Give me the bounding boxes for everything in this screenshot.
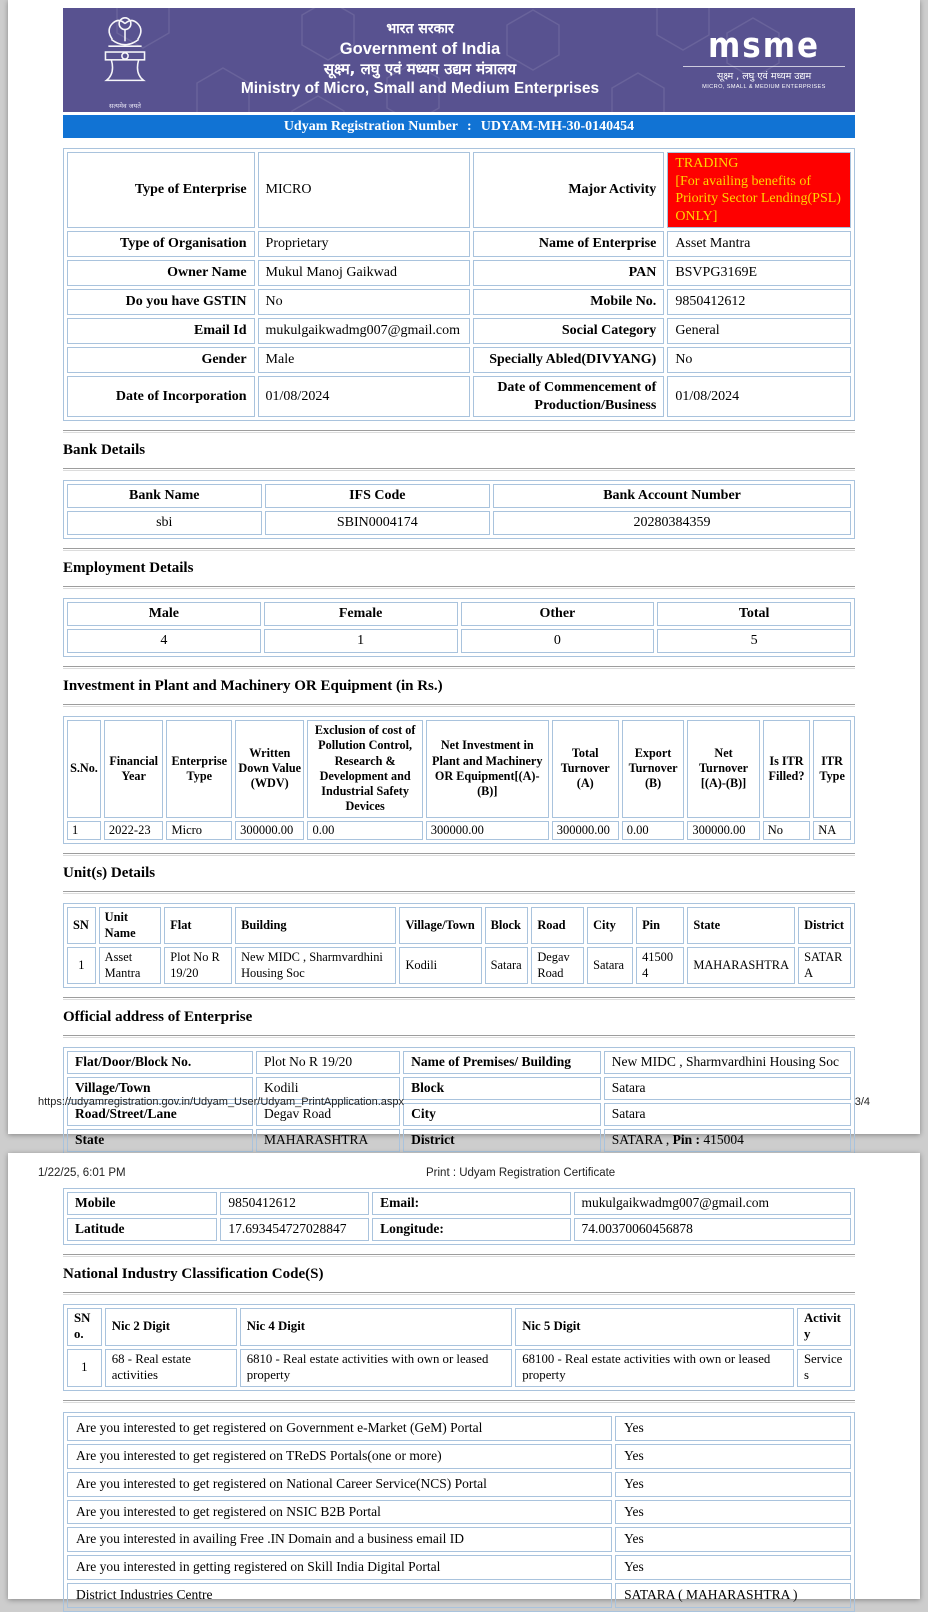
employment-header-cell: Other [461,602,655,626]
units-cell: Plot No R 19/20 [164,947,232,984]
section-divider [63,1035,855,1038]
nic-cell: Services [797,1349,851,1387]
address-cell: New MIDC , Sharmvardhini Housing Soc [604,1051,851,1074]
certificate-page-4 [8,1153,920,1603]
investment-header-cell: Net Turnover [(A)-(B)] [687,720,759,818]
investment-cell: NA [813,821,851,841]
address-cell: State [67,1129,253,1152]
enterprise-cell: Gender [67,347,255,373]
enterprise-cell: BSVPG3169E [667,260,851,286]
contact-cell: Latitude [67,1218,217,1241]
address-cell: District [403,1129,601,1152]
units-cell: Degav Road [531,947,584,984]
section-divider [63,853,855,856]
address-cell: SATARA , Pin : 415004 [604,1129,851,1152]
questions-cell: Are you interested to get registered on National Career Service(NCS) Portal [67,1472,612,1497]
units-cell: Asset Mantra [99,947,162,984]
ashoka-emblem-icon [93,11,157,110]
enterprise-cell: Type of Enterprise [67,152,255,228]
address-cell: MAHARASHTRA [256,1129,400,1152]
print-title: Print : Udyam Registration Certificate [426,1167,616,1179]
address-heading: Official address of Enterprise [63,1009,253,1026]
units-header-cell: Road [531,907,584,944]
investment-cell: 1 [67,821,101,841]
address-row [67,1129,851,1152]
enterprise-cell: Social Category [473,318,664,344]
units-header-cell: State [687,907,795,944]
bank-header-row [67,484,851,508]
units-cell: New MIDC , Sharmvardhini Housing Soc [235,947,396,984]
contact-cell: Email: [372,1192,570,1215]
contact-cell: 17.693454727028847 [220,1218,369,1241]
bank-cell: SBIN0004174 [265,511,491,535]
section-divider [63,430,855,433]
enterprise-row [67,376,851,417]
investment-cell: 0.00 [622,821,685,841]
bank-header-cell: Bank Name [67,484,262,508]
investment-cell: No [763,821,811,841]
footer-url: https://udyamregistration.gov.in/Udyam_User/Udyam_PrintApplication.aspx [38,1096,405,1108]
gov-header-banner [63,8,855,112]
address-cell: Block [403,1077,601,1100]
units-details-table [63,903,855,988]
msme-logo [683,25,845,90]
contact-geo-table [63,1188,855,1245]
investment-header-cell: Total Turnover (A) [552,720,619,818]
questions-row [67,1472,851,1497]
investment-header-cell: Financial Year [104,720,164,818]
gov-of-india: Government of India [339,39,501,58]
units-cell: SATARA [798,947,851,984]
units-header-cell: Flat [164,907,232,944]
enterprise-row [67,152,851,228]
section-divider [63,1254,855,1257]
questions-row [67,1500,851,1525]
nic-header-cell: Nic 2 Digit [105,1308,237,1346]
investment-table [63,716,855,844]
questions-row [67,1583,851,1608]
units-cell: 415004 [636,947,684,984]
address-cell: Name of Premises/ Building [403,1051,601,1074]
certificate-page-3 [8,0,920,1148]
bank-header-cell: Bank Account Number [493,484,851,508]
nic-cell: 68100 - Real estate activities with own or leased property [515,1349,794,1387]
registration-number-label: Udyam Registration Number [283,118,459,134]
questions-cell: Yes [615,1444,851,1469]
employment-details-table [63,598,855,657]
ministry-hindi: सूक्ष्म, लघु एवं मध्यम उद्यम मंत्रालय [323,59,517,78]
employment-header-cell: Female [264,602,458,626]
employment-header-cell: Male [67,602,261,626]
enterprise-cell: Mobile No. [473,289,664,315]
investment-header-cell: S.No. [67,720,101,818]
employment-cell: 0 [461,629,655,653]
units-header-cell: SN [67,907,96,944]
registration-number-bar [63,115,855,138]
questions-cell: Are you interested to get registered on NSIC B2B Portal [67,1500,612,1525]
questions-row [67,1527,851,1552]
enterprise-row [67,347,851,373]
questions-cell: SATARA ( MAHARASHTRA ) [615,1583,851,1608]
employment-cell: 4 [67,629,261,653]
enterprise-cell: Name of Enterprise [473,231,664,257]
units-header-row [67,907,851,944]
section-divider [63,891,855,894]
contact-row [67,1218,851,1241]
enterprise-cell: Email Id [67,318,255,344]
contact-cell: 9850412612 [220,1192,369,1215]
contact-cell: Mobile [67,1192,217,1215]
investment-heading: Investment in Plant and Machinery OR Equipment (in Rs.) [63,678,443,694]
units-cell: 1 [67,947,96,984]
employment-details-heading: Employment Details [63,560,194,576]
emblem-motto: सत्यमेव जयते [109,101,141,110]
investment-cell: 0.00 [307,821,422,841]
nic-header-cell: Nic 5 Digit [515,1308,794,1346]
nic-header-cell: Activity [797,1308,851,1346]
enterprise-details-table [63,148,855,421]
nic-header-cell: Nic 4 Digit [240,1308,513,1346]
section-divider [63,704,855,707]
employment-header-row [67,602,851,626]
print-header [38,1167,890,1182]
units-heading: Unit(s) Details [63,865,156,882]
nic-cell: 6810 - Real estate activities with own or leased property [240,1349,513,1387]
enterprise-cell: Asset Mantra [667,231,851,257]
registration-number-colon: : [467,118,472,134]
investment-header-cell: Is ITR Filled? [763,720,811,818]
contact-row [67,1192,851,1215]
section-divider [63,997,855,1000]
section-divider [63,666,855,669]
enterprise-cell: Specially Abled(DIVYANG) [473,347,664,373]
investment-header-cell: Exclusion of cost of Pollution Control, Research & Development and Industrial Safety Devices [307,720,422,818]
employment-header-cell: Total [657,602,851,626]
investment-header-cell: Written Down Value (WDV) [235,720,304,818]
address-cell: Degav Road [256,1103,400,1126]
registration-interest-table [63,1412,855,1612]
enterprise-row [67,318,851,344]
enterprise-cell: Type of Organisation [67,231,255,257]
print-footer [38,1096,870,1108]
units-header-cell: Village/Town [399,907,481,944]
msme-logo-tagline: MICRO, SMALL & MEDIUM ENTERPRISES [702,83,826,90]
enterprise-cell: 9850412612 [667,289,851,315]
enterprise-cell: Do you have GSTIN [67,289,255,315]
questions-cell: Yes [615,1416,851,1441]
units-header-cell: Pin [636,907,684,944]
investment-cell: Micro [166,821,232,841]
msme-logo-word: msme [707,25,821,66]
enterprise-cell: PAN [473,260,664,286]
enterprise-cell: Male [258,347,470,373]
bank-details-heading: Bank Details [63,442,146,458]
enterprise-cell: No [667,347,851,373]
enterprise-cell: Date of Incorporation [67,376,255,417]
enterprise-cell: 01/08/2024 [667,376,851,417]
registration-number-value: UDYAM-MH-30-0140454 [480,118,635,134]
questions-cell: Are you interested to get registered on TReDS Portals(one or more) [67,1444,612,1469]
questions-cell: Yes [615,1555,851,1580]
address-cell: City [403,1103,601,1126]
units-header-cell: District [798,907,851,944]
bank-details-table [63,480,855,539]
address-cell: Satara [604,1077,851,1100]
questions-cell: Yes [615,1527,851,1552]
address-cell: Kodili [256,1077,400,1100]
nic-codes-table [63,1304,855,1391]
bank-cell: 20280384359 [493,511,851,535]
investment-header-cell: Net Investment in Plant and Machinery OR Equipment[(A)-(B)] [426,720,549,818]
questions-row [67,1555,851,1580]
enterprise-row [67,260,851,286]
questions-cell: Are you interested in getting registered on Skill India Digital Portal [67,1555,612,1580]
investment-cell: 300000.00 [426,821,549,841]
contact-cell: 74.00370060456878 [574,1218,851,1241]
gov-of-india-hindi: भारत सरकार [386,21,454,38]
nic-heading: National Industry Classification Code(S) [63,1266,324,1282]
address-cell: Plot No R 19/20 [256,1051,400,1074]
enterprise-cell: MICRO [258,152,470,228]
nic-cell: 1 [67,1349,102,1387]
units-header-cell: Building [235,907,396,944]
questions-cell: Yes [615,1500,851,1525]
section-divider [63,548,855,551]
employment-row [67,629,851,653]
questions-cell: District Industries Centre [67,1583,612,1608]
enterprise-row [67,231,851,257]
questions-row [67,1444,851,1469]
enterprise-cell: Date of Commencement of Production/Business [473,376,664,417]
investment-cell: 300000.00 [235,821,304,841]
section-divider [63,1400,855,1403]
address-cell: Road/Street/Lane [67,1103,253,1126]
employment-cell: 5 [657,629,851,653]
enterprise-cell: General [667,318,851,344]
units-header-cell: City [587,907,633,944]
units-cell: Satara [485,947,529,984]
nic-header-row [67,1308,851,1346]
footer-page-number: 3/4 [854,1096,870,1108]
ministry-title-block [157,20,683,99]
address-row [67,1051,851,1074]
questions-cell: Yes [615,1472,851,1497]
section-divider [63,586,855,589]
enterprise-cell: No [258,289,470,315]
investment-header-cell: Enterprise Type [166,720,232,818]
employment-cell: 1 [264,629,458,653]
enterprise-row [67,289,851,315]
nic-row [67,1349,851,1387]
investment-header-cell: Export Turnover (B) [622,720,685,818]
bank-row [67,511,851,535]
questions-cell: Are you interested in availing Free .IN Domain and a business email ID [67,1527,612,1552]
enterprise-cell: mukulgaikwadmg007@gmail.com [258,318,470,344]
enterprise-cell: TRADING [For availing benefits of Priority Sector Lending(PSL) ONLY] [667,152,851,228]
investment-cell: 2022-23 [104,821,164,841]
enterprise-cell: Owner Name [67,260,255,286]
section-divider [63,1292,855,1295]
questions-row [67,1416,851,1441]
enterprise-cell: 01/08/2024 [258,376,470,417]
investment-header-row [67,720,851,818]
address-cell: Flat/Door/Block No. [67,1051,253,1074]
units-header-cell: Unit Name [99,907,162,944]
enterprise-cell: Mukul Manoj Gaikwad [258,260,470,286]
units-header-cell: Block [485,907,529,944]
section-divider [63,468,855,471]
units-cell: Satara [587,947,633,984]
msme-logo-hindi: सूक्ष्म , लघु एवं मध्यम उद्यम [683,66,845,82]
bank-header-cell: IFS Code [265,484,491,508]
address-cell: Satara [604,1103,851,1126]
units-cell: Kodili [399,947,481,984]
investment-cell: 300000.00 [687,821,759,841]
enterprise-cell: Major Activity [473,152,664,228]
nic-header-cell: SNo. [67,1308,102,1346]
investment-header-cell: ITR Type [813,720,851,818]
contact-cell: Longitude: [372,1218,570,1241]
questions-cell: Are you interested to get registered on Government e-Market (GeM) Portal [67,1416,612,1441]
print-datetime: 1/22/25, 6:01 PM [38,1167,126,1179]
bank-cell: sbi [67,511,262,535]
contact-cell: mukulgaikwadmg007@gmail.com [574,1192,851,1215]
address-cell: Village/Town [67,1077,253,1100]
nic-cell: 68 - Real estate activities [105,1349,237,1387]
ministry-english: Ministry of Micro, Small and Medium Enterprises [240,80,600,98]
investment-cell: 300000.00 [552,821,619,841]
units-row [67,947,851,984]
investment-row [67,821,851,841]
enterprise-cell: Proprietary [258,231,470,257]
units-cell: MAHARASHTRA [687,947,795,984]
